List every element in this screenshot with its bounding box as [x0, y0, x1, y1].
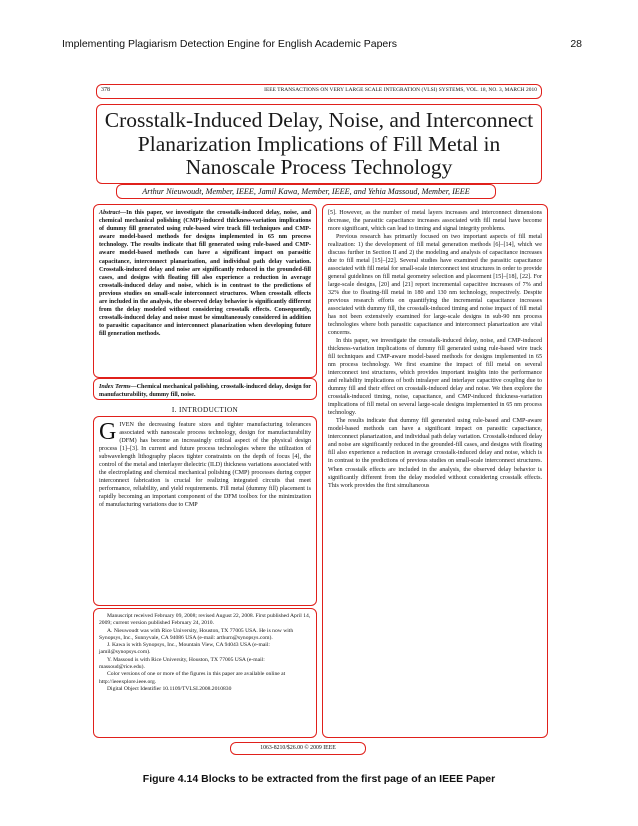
introduction-body: IVEN the decreasing feature sizes and tighter manufacturing tolerances associated with nanoscale process technology, design for manufacturability (DFM) has become an increasingly critical aspect of the physical design process [1]–[3]. In current and future process technologies where the utilization of subwavelength lithography places tighter constraints on the depth of focus [4], the control of the metal and interlayer dielectric (ILD) thickness variations associated with the electroplating and chemical mechanical polishing (CMP) processes during copper interconnect fabrication is crucial for realizing integrated circuits that meet performance, reliability, and yield requirements. Fill metal (dummy fill) placement is rapidly becoming an important component of the DFM toolbox for the minimization of manufacturing variations due to CMP	[99, 422, 311, 509]
section-heading: I. INTRODUCTION	[171, 406, 239, 414]
footnote: Digital Object Identifier 10.1109/TVLSI.2008.2010830	[107, 685, 232, 692]
footnote: Y. Massoud is with Rice University, Houston, TX 77005 USA (e-mail: massoud@rice.edu).	[99, 656, 265, 671]
index-terms-label: Index Terms—	[99, 384, 137, 390]
copyright-block	[230, 742, 366, 755]
index-terms-block	[93, 378, 317, 400]
paragraph: Previous research has primarily focused on two important aspects of fill metal realization: 1) the development of fill metal generation methods [6]–[14], which we discuss further in Section II and 2) the modeling and analysis of capacitance increases due to fill metal [15]–[22]. Several studies have examined the parasitic capacitance associated with fill metal for small-scale interconnect test structures in order to provide general guidelines on fill metal geometry selection and placement [15]–[18], [22]. For large-scale designs, [20] and [21] report incremental capacitive increases of 7% and 32% due to floating-fill metal in 180 and 130 nm technology, respectively. Despite previous research efforts on quantifying the incremental capacitance increases associated with dummy fill, the crosstalk-induced timing and noise impact of fill metal has not been extensively examined for large-scale designs in sub-90 nm process technologies where both parasitic capacitance and interconnect planarization are vital concerns.	[328, 234, 542, 337]
right-column-block	[322, 204, 548, 738]
title-line: Nanoscale Process Technology	[185, 155, 453, 179]
drop-cap: G	[99, 419, 117, 445]
journal-name: IEEE TRANSACTIONS ON VERY LARGE SCALE INTEGRATION (VLSI) SYSTEMS, VOL. 18, NO. 3, MARCH 2010	[264, 87, 537, 93]
document-title: Implementing Plagiarism Detection Engine for English Academic Papers	[62, 38, 398, 50]
paragraph: [5]. However, as the number of metal layers increases and interconnect dimensions decrease, the parasitic capacitance increases associated with fill metal have become more significant, which can lead to timing and signal integrity problems.	[328, 210, 542, 233]
right-column-text	[328, 209, 542, 490]
title-line: Crosstalk-Induced Delay, Noise, and Interconnect	[104, 108, 534, 132]
footnotes	[99, 613, 311, 693]
running-header	[62, 38, 582, 52]
page-number: 28	[570, 38, 582, 50]
paragraph: In this paper, we investigate the crosstalk-induced delay, noise, and CMP-induced thickness-variation implications of dummy fill generated using rule-based wire track fill techniques and CMP-aware model-based methods for designs implemented in 65 nm process technology. We first examine the impact of fill metal on several interconnect test structures, which provides important insights into the performance and reliability implications of both intralayer and interlayer capacitive coupling due to dummy fill and their effect on crosstalk-induced delay and noise. We then explore the crosstalk-induced timing, noise, capacitance, and CMP-induced thickness-variation implications of fill metal on several large-scale designs implemented in 65 nm process technology.	[328, 338, 542, 417]
authors-block	[116, 184, 496, 199]
title-block	[96, 104, 542, 184]
title-line: Planarization Implications of Fill Metal in	[137, 131, 501, 156]
ieee-paper-figure	[90, 80, 550, 758]
figure-caption: Figure 4.14 Blocks to be extracted from the first page of an IEEE Paper	[142, 773, 496, 785]
abstract	[99, 209, 311, 339]
footnote: J. Kawa is with Synopsys, Inc., Mountain View, CA 94043 USA (e-mail: jamil@synopsys.com).	[99, 642, 270, 656]
journal-header-block	[96, 84, 542, 99]
paragraph: The results indicate that dummy fill generated using rule-based and CMP-aware model-based methods can have a significant impact on parasitic capacitance, interconnect planarization, and individual path delay variation. Crosstalk-induced delay and noise are significantly reduced in the grounded-fill cases, and designs with floating fill also experience a reduction in average crosstalk-induced delay and noise, which is in contrast to the predictions of previous studies on small-scale interconnect structures. When crosstalk effects are included in the analysis, the observed delay behavior is significantly different from the delay modeled without considering crosstalk effects. This work provides the first simultaneous	[328, 418, 542, 489]
index-terms	[99, 383, 311, 399]
footnote-block	[93, 608, 317, 738]
footnote: A. Nieuwoudt was with Rice University, Houston, TX 77005 USA. He is now with Synopsys, Inc., Sunnyvale, CA 94086 USA (e-mail: arthurn@synopsys.com).	[99, 627, 294, 641]
footnote: Color versions of one or more of the figures in this paper are available online at http://ieeexplore.ieee.org.	[99, 671, 286, 685]
paper-title	[97, 109, 541, 180]
index-terms-body: Chemical mechanical polishing, crosstalk-induced delay, design for manufacturability, dummy fill, noise.	[99, 384, 311, 399]
introduction	[99, 421, 311, 510]
abstract-block	[93, 204, 317, 378]
paper-page-number: 378	[101, 87, 110, 93]
footnote: Manuscript received February 09, 2008; revised August 22, 2008. First published April 14, 2009; current version published February 24, 2010.	[99, 613, 311, 627]
copyright: 1063-8210/$26.00 © 2009 IEEE	[260, 745, 336, 751]
abstract-body: In this paper, we investigate the crosstalk-induced delay, noise, and chemical mechanical polishing (CMP)-induced thickness-variation implications of dummy fill generated using rule-based wire track fill techniques and CMP-aware model-based methods for designs implemented in 65 nm process technology. The results indicate that fill generated using rule-based and CMP-aware model-based methods can have a significant impact on parasitic capacitance, interconnect planarization, and individual path delay variation. Crosstalk-induced delay and noise are significantly reduced in the grounded-fill cases, and designs with floating fill also experience a reduction in average crosstalk-induced delay and noise, which is in contrast to the predictions of previous studies on small-scale interconnect structures. When crosstalk effects are included in the analysis, the observed delay behavior is significantly different from the delay modeled without considering crosstalk effects. Consequently, crosstalk-induced delay and noise must be simultaneously considered in addition to parasitic capacitance and interconnect planarization when developing future fill generation methods.	[99, 210, 311, 338]
authors: Arthur Nieuwoudt, Member, IEEE, Jamil Kawa, Member, IEEE, and Yehia Massoud, Member, IEEE	[142, 187, 470, 196]
abstract-label: Abstract—	[99, 210, 127, 216]
introduction-block	[93, 416, 317, 606]
